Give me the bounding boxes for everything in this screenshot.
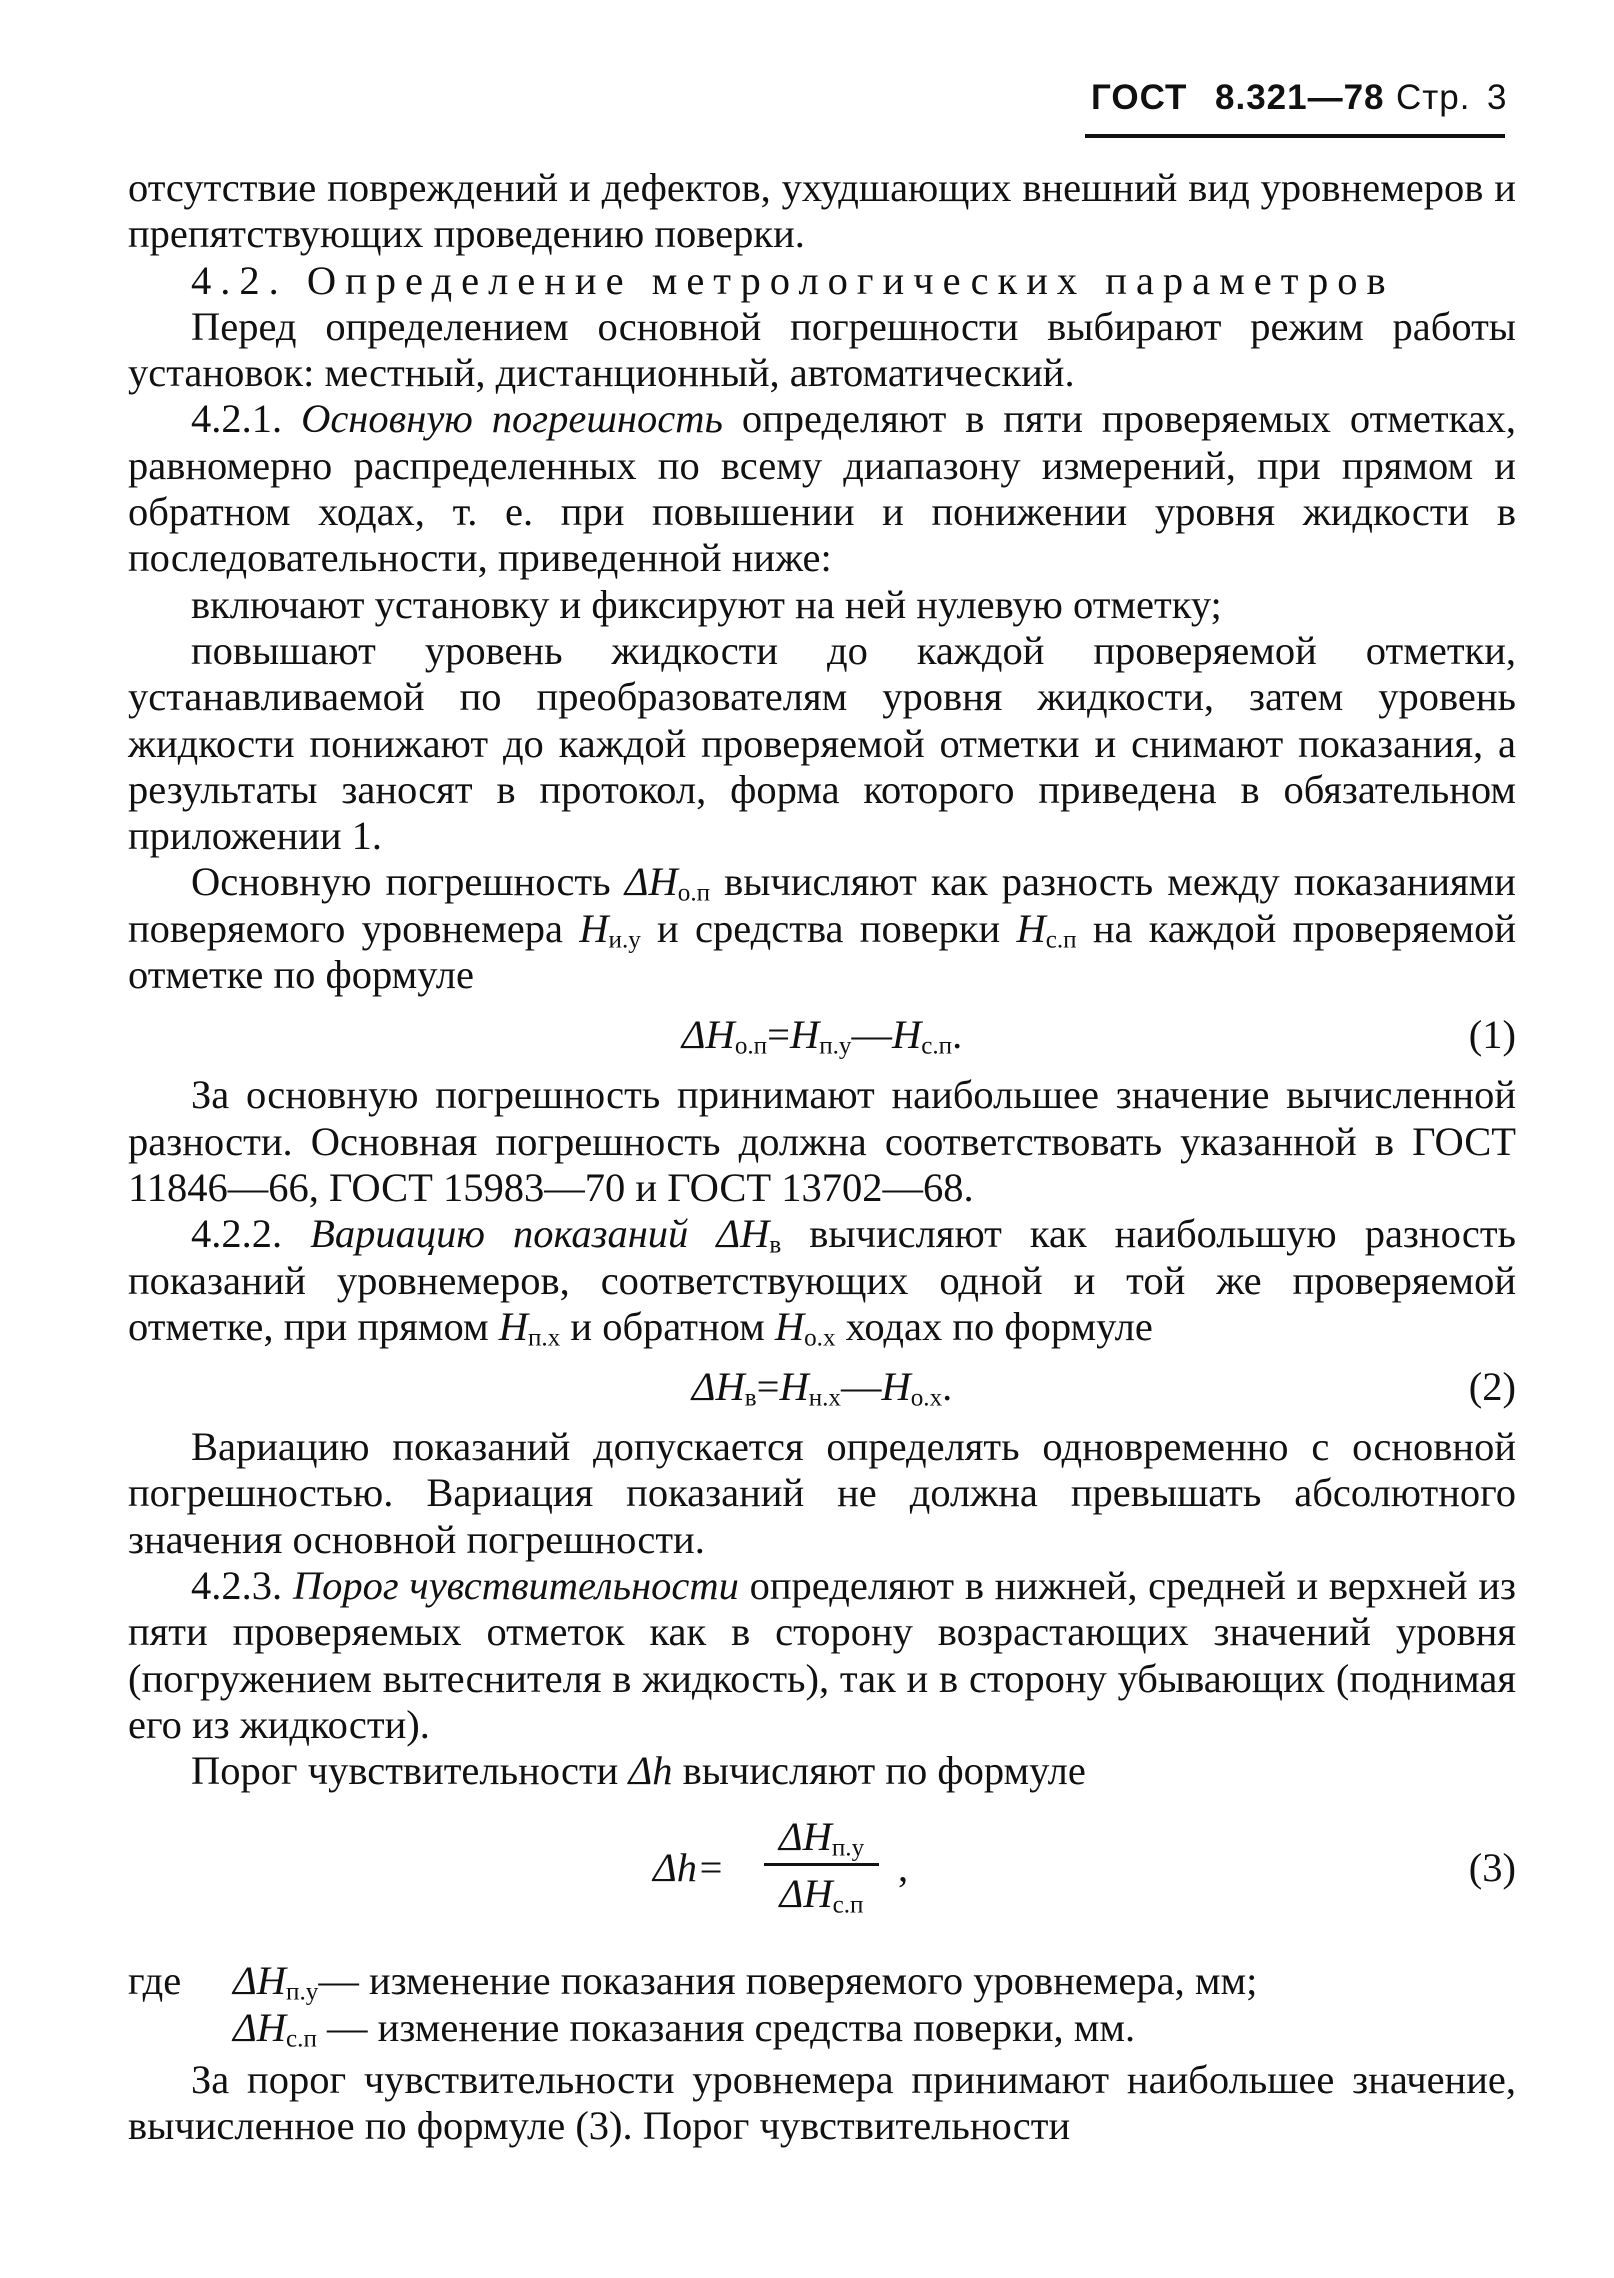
section-number: 4.2. (191, 257, 288, 303)
text-run: ходах по формуле (835, 1303, 1153, 1349)
text-run: вычисляют как наибольшую разность показаний уровнемеров, соответствующих одной и той же проверяемой отметке, при прямом (128, 1211, 1516, 1349)
subscript: о.х (910, 1384, 943, 1412)
where-row (128, 1957, 1516, 2004)
standard-label: ГОСТ (1091, 78, 1188, 117)
symbol: H (789, 1012, 820, 1058)
paragraph: отсутствие повреждений и дефектов, ухудшающих внешний вид уровнемеров и препятствующих проведению поверки. (128, 165, 1516, 257)
symbol: H (1016, 905, 1046, 951)
symbol: ΔH (778, 1813, 832, 1859)
subscript: п.у (286, 1978, 319, 2006)
subscript: в (769, 1231, 782, 1259)
symbol: ΔH (233, 1957, 287, 2003)
where-row (128, 2004, 1516, 2051)
section-title: Определение метрологических параметров (306, 257, 1395, 303)
body-text (128, 165, 1516, 2149)
equation-lhs: Δh= (653, 1844, 725, 1890)
where-label: где (128, 1957, 182, 2003)
subscript: в (744, 1384, 757, 1412)
punctuation: . (952, 1012, 963, 1058)
page-label: Стр. (1396, 78, 1471, 117)
punctuation: . (942, 1364, 953, 1410)
symbol: ΔH (716, 1211, 770, 1257)
text-run: вычисляют по формуле (672, 1748, 1086, 1794)
clause-term: Вариацию показаний (310, 1211, 689, 1257)
symbol: H (891, 1012, 922, 1058)
symbol: ΔH (681, 1012, 735, 1058)
text-run: и средства поверки (640, 905, 1017, 951)
symbol: H (881, 1364, 911, 1410)
subscript: о.х (804, 1324, 836, 1352)
subscript: п.х (528, 1324, 561, 1352)
page-number: 3 (1487, 78, 1508, 117)
symbol: H (498, 1303, 528, 1349)
definition-text: — изменение показания средства поверки, мм. (316, 2004, 1136, 2050)
punctuation: , (898, 1844, 909, 1890)
paragraph: Перед определением основной погрешности выбирают режим работы установок: местный, дистанционный, автоматический. (128, 303, 1516, 396)
operator: — (851, 1012, 892, 1058)
subscript: с.п (832, 1891, 864, 1919)
subscript: п.у (831, 1834, 865, 1862)
clause-number: 4.2.1. (191, 396, 283, 442)
subscript: п.у (819, 1032, 852, 1060)
clause-4-2-1 (128, 396, 1516, 581)
operator: — (841, 1364, 882, 1410)
text-run: Основную погрешность (191, 859, 625, 905)
fraction (764, 1811, 879, 1922)
symbol: ΔH (779, 1870, 833, 1916)
symbol: Δh (628, 1748, 673, 1794)
fraction-numerator (764, 1811, 879, 1866)
clause-text: определяют в пяти проверяемых отметках, равномерно распределенных по всему диапазону измерений, при прямом и обратном ходах, т. е. при повышении и понижении уровня жидкости в последовательности, приведенной ниже: (128, 396, 1516, 581)
symbol: ΔH (691, 1364, 745, 1410)
symbol: H (779, 1364, 809, 1410)
equation-number: (1) (1468, 1012, 1516, 1058)
subscript: о.п (734, 1032, 768, 1060)
fraction-denominator (764, 1866, 879, 1922)
clause-4-2-2 (128, 1211, 1516, 1350)
operator: = (767, 1012, 790, 1058)
where-list (128, 1957, 1516, 2051)
subscript: с.п (286, 2025, 317, 2053)
text-run: и обратном (560, 1303, 775, 1349)
where-spacer (128, 2004, 233, 2051)
symbol: ΔH (233, 2004, 287, 2050)
paragraph-basic-error (128, 859, 1516, 998)
operator: = (756, 1364, 780, 1410)
paragraph: включают установку и фиксируют на ней нулевую отметку; (191, 581, 1222, 627)
where-definition (233, 1957, 1516, 2004)
paragraph-threshold (128, 1748, 1516, 1794)
paragraph: За порог чувствительности уровнемера принимают наибольшее значение, вычисленное по формуле (3). Порог чувствительности (128, 2056, 1516, 2148)
clause-number: 4.2.3. (191, 1563, 283, 1609)
standard-number: 8.321—78 (1215, 78, 1385, 117)
equation-number: (3) (1468, 1844, 1516, 1890)
clause-term: Основную погрешность (301, 396, 723, 442)
definition-text: — изменение показания поверяемого уровнемера, мм; (318, 1957, 1258, 2003)
subscript: о.п (677, 879, 711, 907)
clause-text: определяют в нижней, средней и верхней из пяти проверяемых отметок как в сторону возрастающих значений уровня (погружением вытеснителя в жидкость), так и в сторону убывающих (поднимая его из жидкости). (128, 1563, 1516, 1747)
equation-1 (128, 1001, 1516, 1069)
page-header (1085, 76, 1508, 138)
clause-number: 4.2.2. (191, 1211, 283, 1257)
subscript: с.п (921, 1032, 953, 1060)
equation-2 (128, 1353, 1516, 1421)
section-heading-4-2 (128, 258, 1516, 304)
text-run: на каждой проверяемой отметке по формуле (128, 905, 1516, 998)
symbol: H (774, 1303, 805, 1349)
paragraph: Вариацию показаний допускается определять одновременно с основной погрешностью. Вариация показаний не должна превышать абсолютного значения основной погрешности. (128, 1424, 1516, 1562)
symbol: ΔH (624, 859, 678, 905)
symbol: H (579, 905, 609, 951)
text-run: Порог чувствительности (191, 1748, 629, 1794)
text-run: вычисляют как разность между показаниями поверяемого уровнемера (128, 859, 1516, 951)
equation-number: (2) (1468, 1364, 1516, 1410)
where-definition (233, 2004, 1516, 2051)
clause-4-2-3 (128, 1563, 1516, 1748)
equation-3 (128, 1799, 1516, 1949)
paragraph: За основную погрешность принимают наибольшее значение вычисленной разности. Основная погрешность должна соответствовать указанной в ГОСТ 11846—66, ГОСТ 15983—70 и ГОСТ 13702—68. (128, 1072, 1516, 1210)
paragraph: повышают уровень жидкости до каждой проверяемой отметки, устанавливаемой по преобразователям уровня жидкости, затем уровень жидкости понижают до каждой проверяемой отметки и снимают показания, а результаты заносят в протокол, форма которого приведена в обязательном приложении 1. (128, 627, 1516, 859)
clause-term: Порог чувствительности (292, 1563, 739, 1609)
subscript: н.х (808, 1384, 841, 1412)
subscript: и.у (608, 926, 641, 954)
subscript: с.п (1045, 926, 1077, 954)
